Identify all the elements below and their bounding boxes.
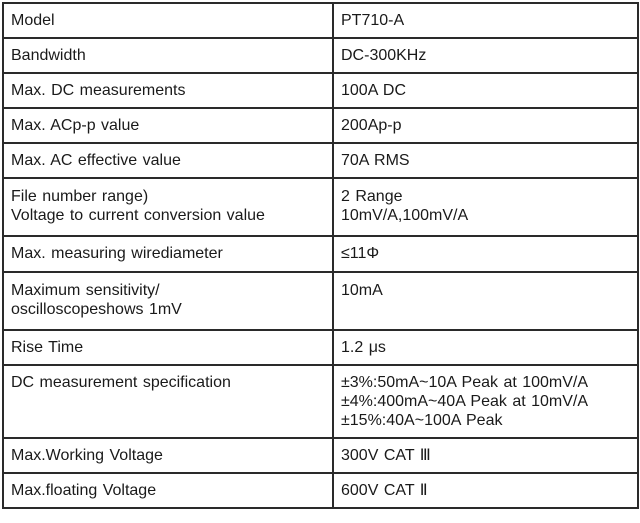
param-cell: Rise Time xyxy=(3,330,333,365)
param-cell: Maximum sensitivity/ oscilloscopeshows 1mV xyxy=(3,272,333,330)
value-cell: 2 Range 10mV/A,100mV/A xyxy=(333,178,638,236)
param-cell: Max. DC measurements xyxy=(3,73,333,108)
param-cell: File number range) Voltage to current conversion value xyxy=(3,178,333,236)
table-row xyxy=(3,272,638,330)
table-row xyxy=(3,143,638,178)
param-cell: Max. measuring wirediameter xyxy=(3,236,333,272)
value-cell: ±3%:50mA~10A Peak at 100mV/A ±4%:400mA~40A Peak at 10mV/A ±15%:40A~100A Peak xyxy=(333,365,638,438)
table-row xyxy=(3,73,638,108)
table-row xyxy=(3,438,638,473)
value-cell: 300V CAT Ⅲ xyxy=(333,438,638,473)
table-row xyxy=(3,3,638,38)
param-cell: Max.floating Voltage xyxy=(3,473,333,508)
table-row xyxy=(3,108,638,143)
table-row xyxy=(3,178,638,236)
param-cell: Max.Working Voltage xyxy=(3,438,333,473)
param-cell: DC measurement specification xyxy=(3,365,333,438)
value-cell: 10mA xyxy=(333,272,638,330)
value-cell: DC-300KHz xyxy=(333,38,638,73)
spec-table-body xyxy=(3,3,638,508)
table-row xyxy=(3,38,638,73)
value-cell: 1.2 μs xyxy=(333,330,638,365)
table-row xyxy=(3,236,638,272)
value-cell: 600V CAT Ⅱ xyxy=(333,473,638,508)
value-cell: PT710-A xyxy=(333,3,638,38)
table-row xyxy=(3,330,638,365)
spec-table xyxy=(2,2,639,509)
value-cell: 100A DC xyxy=(333,73,638,108)
table-row xyxy=(3,365,638,438)
param-cell: Model xyxy=(3,3,333,38)
table-row xyxy=(3,473,638,508)
value-cell: 70A RMS xyxy=(333,143,638,178)
param-cell: Max. AC effective value xyxy=(3,143,333,178)
param-cell: Max. ACp-p value xyxy=(3,108,333,143)
value-cell: ≤11Φ xyxy=(333,236,638,272)
param-cell: Bandwidth xyxy=(3,38,333,73)
value-cell: 200Ap-p xyxy=(333,108,638,143)
